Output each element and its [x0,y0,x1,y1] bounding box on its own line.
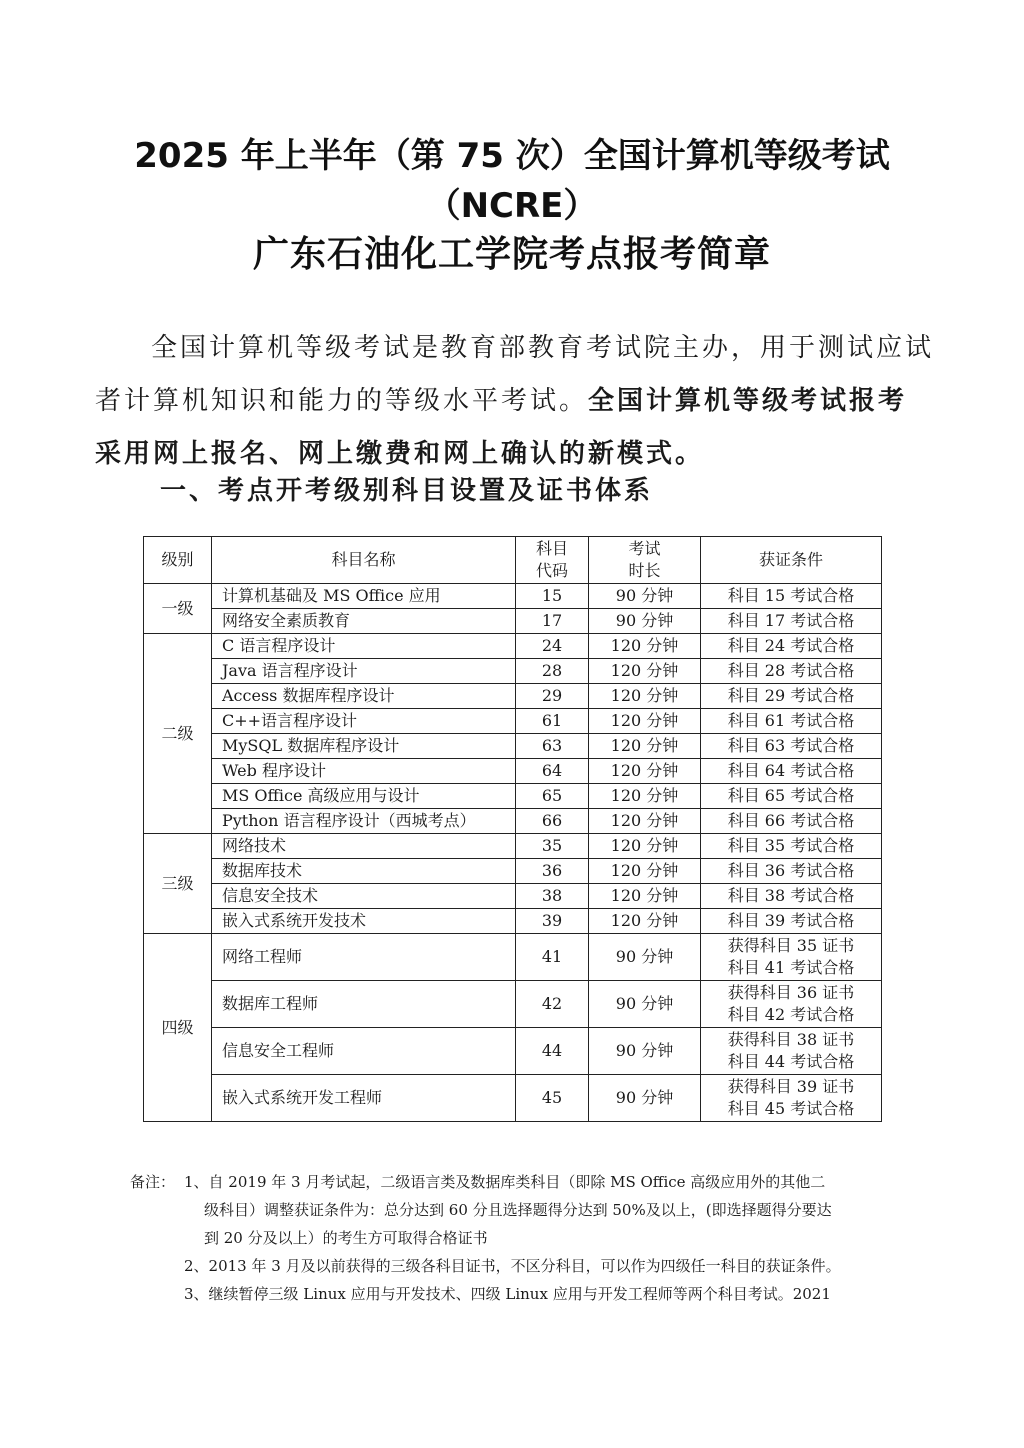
condition-cell: 获得科目 35 证书 科目 41 考试合格 [701,934,882,981]
code-cell: 39 [516,909,589,934]
table-row [144,934,882,981]
table-row [144,909,882,934]
code-cell: 61 [516,709,589,734]
duration-cell: 90 分钟 [589,609,701,634]
table-row [144,709,882,734]
subject-cell: MySQL 数据库程序设计 [212,734,516,759]
note-1-line-2: 级科目）调整获证条件为：总分达到 60 分且选择题得分达到 50%及以上，(即选择题得分要达 [204,1201,832,1219]
code-cell: 45 [516,1075,589,1122]
intro-paragraph [95,322,935,481]
table-row [144,834,882,859]
code-cell: 66 [516,809,589,834]
code-cell: 24 [516,634,589,659]
header-level: 级别 [144,537,212,584]
code-cell: 44 [516,1028,589,1075]
table-row [144,659,882,684]
level-cell: 一级 [144,584,212,634]
condition-cell: 科目 66 考试合格 [701,809,882,834]
condition-cell: 科目 64 考试合格 [701,759,882,784]
duration-cell: 120 分钟 [589,884,701,909]
notes-section [130,1168,940,1308]
page-title-line1: 2025 年上半年（第 75 次）全国计算机等级考试 [134,136,890,176]
subject-cell: 信息安全工程师 [212,1028,516,1075]
code-cell: 42 [516,981,589,1028]
level-cell: 三级 [144,834,212,934]
table-row [144,1028,882,1075]
table-row [144,859,882,884]
subject-cell: 网络工程师 [212,934,516,981]
subject-cell: Java 语言程序设计 [212,659,516,684]
intro-text: 全国计算机等级考试是教育部教育考试院主办，用于测试应试者计算机知识和能力的等级水平考试。 [95,333,935,416]
header-condition: 获证条件 [701,537,882,584]
subject-cell: C 语言程序设计 [212,634,516,659]
header-subject: 科目名称 [212,537,516,584]
duration-cell: 120 分钟 [589,684,701,709]
condition-cell: 科目 28 考试合格 [701,659,882,684]
table-row [144,981,882,1028]
subject-cell: 嵌入式系统开发工程师 [212,1075,516,1122]
exam-subjects-table [143,536,882,1122]
condition-cell: 获得科目 36 证书 科目 42 考试合格 [701,981,882,1028]
subject-cell: 数据库工程师 [212,981,516,1028]
duration-cell: 90 分钟 [589,1028,701,1075]
duration-cell: 90 分钟 [589,584,701,609]
duration-cell: 120 分钟 [589,784,701,809]
condition-cell: 科目 39 考试合格 [701,909,882,934]
table-row [144,1075,882,1122]
subject-cell: C++语言程序设计 [212,709,516,734]
condition-cell: 科目 65 考试合格 [701,784,882,809]
code-cell: 65 [516,784,589,809]
code-cell: 17 [516,609,589,634]
page-title-line3: 广东石油化工学院考点报考简章 [252,234,771,275]
level-cell: 二级 [144,634,212,834]
subject-cell: 嵌入式系统开发技术 [212,909,516,934]
note-1-line-1: 1、自 2019 年 3 月考试起，二级语言类及数据库类科目（即除 MS Office 高级应用外的其他二 [184,1173,826,1191]
notes-label: 备注： [130,1173,176,1191]
duration-cell: 120 分钟 [589,634,701,659]
condition-cell: 科目 35 考试合格 [701,834,882,859]
condition-cell: 科目 38 考试合格 [701,884,882,909]
condition-cell: 科目 36 考试合格 [701,859,882,884]
subject-cell: 信息安全技术 [212,884,516,909]
table-row [144,784,882,809]
code-cell: 15 [516,584,589,609]
duration-cell: 120 分钟 [589,909,701,934]
subject-cell: Web 程序设计 [212,759,516,784]
section-heading: 一、考点开考级别科目设置及证书体系 [160,476,654,506]
duration-cell: 120 分钟 [589,834,701,859]
code-cell: 28 [516,659,589,684]
table-header-row [144,537,882,584]
condition-cell: 获得科目 39 证书 科目 45 考试合格 [701,1075,882,1122]
condition-cell: 科目 63 考试合格 [701,734,882,759]
duration-cell: 120 分钟 [589,709,701,734]
duration-cell: 90 分钟 [589,1075,701,1122]
intro-bold-text: 全国计算机等级考试报考采用网上报名、网上缴费和网上确认的新模式。 [95,386,908,469]
subject-cell: Python 语言程序设计（西城考点） [212,809,516,834]
note-1 [130,1168,940,1252]
duration-cell: 120 分钟 [589,734,701,759]
subject-cell: 计算机基础及 MS Office 应用 [212,584,516,609]
table-row [144,634,882,659]
page-title-line2: （NCRE） [426,186,598,226]
duration-cell: 90 分钟 [589,981,701,1028]
table-row [144,884,882,909]
table-row [144,759,882,784]
code-cell: 41 [516,934,589,981]
duration-cell: 120 分钟 [589,859,701,884]
condition-cell: 科目 29 考试合格 [701,684,882,709]
condition-cell: 科目 15 考试合格 [701,584,882,609]
code-cell: 63 [516,734,589,759]
condition-cell: 科目 17 考试合格 [701,609,882,634]
subject-cell: MS Office 高级应用与设计 [212,784,516,809]
condition-cell: 获得科目 38 证书 科目 44 考试合格 [701,1028,882,1075]
note-1-line-3: 到 20 分及以上）的考生方可取得合格证书 [204,1229,488,1247]
level-cell: 四级 [144,934,212,1122]
subject-cell: Access 数据库程序设计 [212,684,516,709]
duration-cell: 120 分钟 [589,759,701,784]
condition-cell: 科目 61 考试合格 [701,709,882,734]
header-duration: 考试 时长 [589,537,701,584]
subject-cell: 网络安全素质教育 [212,609,516,634]
table-row [144,584,882,609]
duration-cell: 90 分钟 [589,934,701,981]
table-row [144,684,882,709]
note-3: 3、继续暂停三级 Linux 应用与开发技术、四级 Linux 应用与开发工程师等两个科目考试。2021 [184,1285,831,1303]
code-cell: 35 [516,834,589,859]
duration-cell: 120 分钟 [589,809,701,834]
code-cell: 64 [516,759,589,784]
header-code: 科目 代码 [516,537,589,584]
subject-cell: 网络技术 [212,834,516,859]
code-cell: 38 [516,884,589,909]
table-row [144,809,882,834]
table-row [144,734,882,759]
table-row [144,609,882,634]
duration-cell: 120 分钟 [589,659,701,684]
code-cell: 36 [516,859,589,884]
code-cell: 29 [516,684,589,709]
note-2: 2、2013 年 3 月及以前获得的三级各科目证书，不区分科目，可以作为四级任一科目的获证条件。 [184,1257,841,1275]
subject-cell: 数据库技术 [212,859,516,884]
condition-cell: 科目 24 考试合格 [701,634,882,659]
